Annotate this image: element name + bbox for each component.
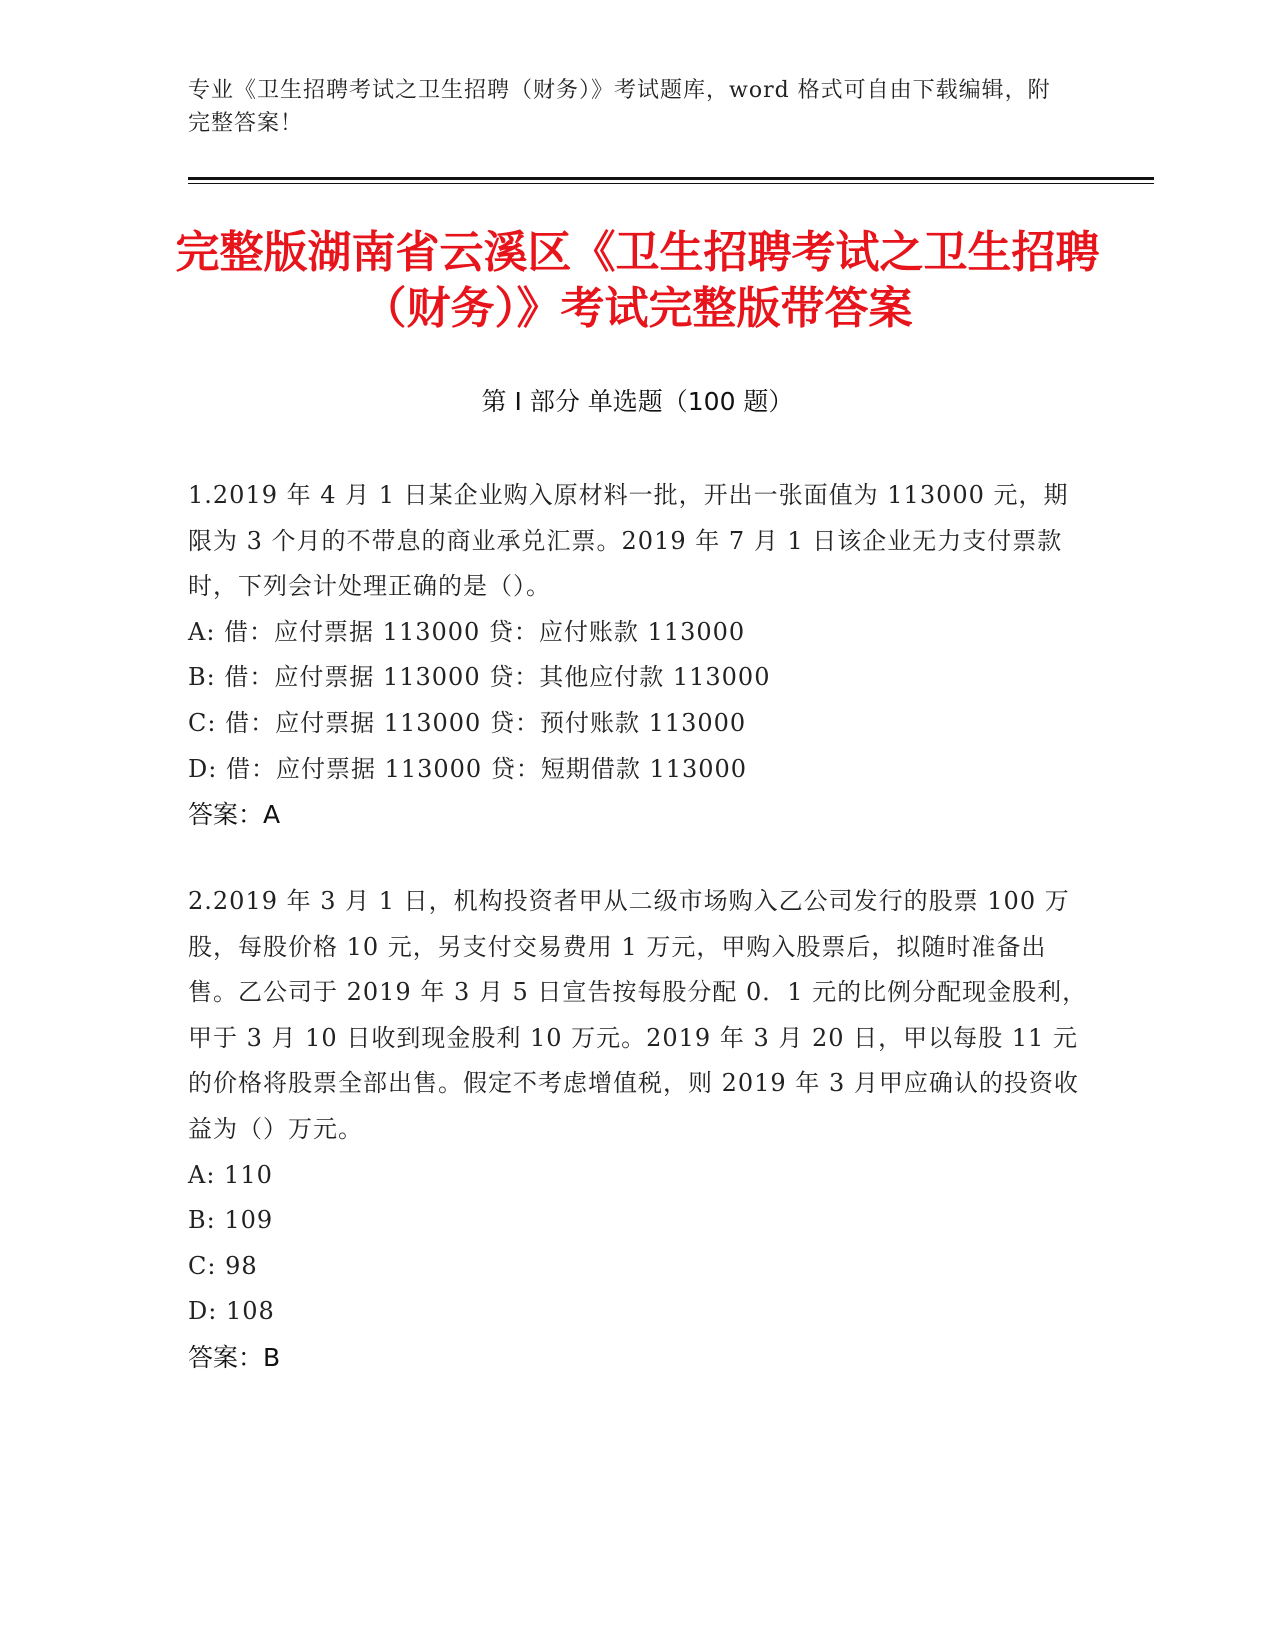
- option-a: A: 110: [188, 1160, 273, 1189]
- option-c: C: 借：应付票据 113000 贷：预付账款 113000: [188, 708, 747, 737]
- section-heading: 第 I 部分 单选题（100 题）: [481, 387, 794, 416]
- answer-line: 答案：B: [188, 1342, 281, 1372]
- option-b: B: 借：应付票据 113000 贷：其他应付款 113000: [188, 663, 771, 692]
- option-a: A: 借：应付票据 113000 贷：应付账款 113000: [188, 617, 746, 646]
- option-c: C: 98: [188, 1251, 258, 1280]
- option-b: B: 109: [188, 1206, 274, 1235]
- question-1: [188, 473, 1088, 838]
- option-d: D: 108: [188, 1297, 275, 1326]
- answer-line: 答案：A: [188, 800, 281, 830]
- header-divider-thick: [188, 177, 1154, 180]
- option-d: D: 借：应付票据 113000 贷：短期借款 113000: [188, 754, 748, 783]
- header-note: 专业《卫生招聘考试之卫生招聘（财务）》考试题库，word 格式可自由下载编辑，附完整答案！: [188, 78, 1051, 136]
- question-stem: 1.2019 年 4 月 1 日某企业购入原材料一批，开出一张面值为 113000 元，期限为 3 个月的不带息的商业承兑汇票。2019 年 7 月 1 日该企业无力支付票款时，下列会计处理正确的是（）。: [188, 481, 1069, 601]
- header-divider-thin: [188, 183, 1154, 184]
- question-stem: 2.2019 年 3 月 1 日，机构投资者甲从二级市场购入乙公司发行的股票 100 万股，每股价格 10 元，另支付交易费用 1 万元，甲购入股票后，拟随时准备出售。乙公司于 2019 年 3 月 5 日宣告按每股分配 0．1 元的比例分配现金股利，甲于 3 月 10 日收到现金股利 10 万元。2019 年 3 月 20 日，甲以每股 11 元的价格将股票全部出售。假定不考虑增值税，则 2019 年 3 月甲应确认的投资收益为（）万元。: [188, 887, 1088, 1143]
- document-title: 完整版湖南省云溪区《卫生招聘考试之卫生招聘（财务）》考试完整版带答案: [175, 227, 1100, 334]
- question-2: [188, 879, 1088, 1381]
